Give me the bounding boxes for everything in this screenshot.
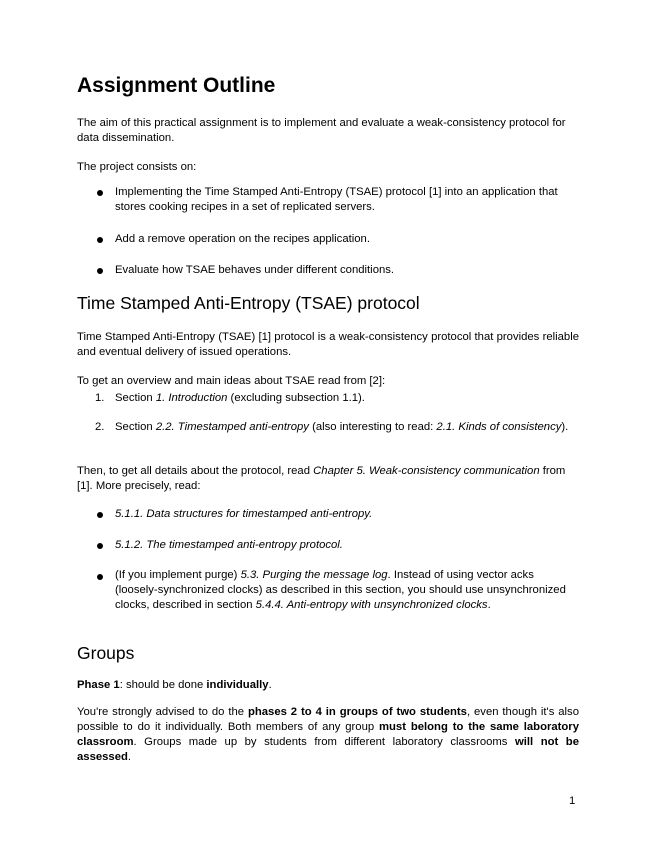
tsae-overview-intro: To get an overview and main ideas about TSAE read from [2]: — [77, 375, 386, 387]
reading-item: 5.1.2. The timestamped anti-entropy protocol. — [115, 539, 343, 551]
project-item: Add a remove operation on the recipes application. — [115, 233, 370, 245]
numbered-item: Section 1. Introduction (excluding subsection 1.1). — [115, 392, 365, 404]
section-heading-tsae: Time Stamped Anti-Entropy (TSAE) protocol — [77, 293, 420, 313]
bullet-icon — [97, 512, 103, 518]
project-item: Implementing the Time Stamped Anti-Entropy (TSAE) protocol [1] into an application that stores cooking recipes in a set of replicated servers. — [115, 186, 558, 213]
bullet-icon — [97, 268, 103, 274]
tsae-description: Time Stamped Anti-Entropy (TSAE) [1] protocol is a weak-consistency protocol that provides reliable and eventual delivery of issued operations. — [77, 331, 579, 358]
section-heading-groups: Groups — [77, 643, 135, 663]
reading-item: 5.1.1. Data structures for timestamped anti-entropy. — [115, 508, 373, 520]
reading-item: (If you implement purge) 5.3. Purging the message log. Instead of using vector acks (loosely-synchronized clocks) as described in this section, you should use unsynchronized clocks, described in section 5.4.4. Anti-entropy with unsynchronized clocks. — [115, 569, 566, 611]
numbered-item: Section 2.2. Timestamped anti-entropy (also interesting to read: 2.1. Kinds of consistency). — [115, 421, 569, 433]
intro-paragraph: The aim of this practical assignment is to implement and evaluate a weak-consistency protocol for data dissemination. — [77, 117, 566, 144]
list-number: 2. — [95, 421, 105, 433]
project-item: Evaluate how TSAE behaves under different conditions. — [115, 264, 395, 276]
page-title: Assignment Outline — [77, 74, 276, 97]
phase-paragraph: Phase 1: should be done individually. — [77, 679, 272, 691]
bullet-icon — [97, 543, 103, 549]
page-number: 1 — [569, 795, 576, 807]
groups-advice-paragraph: You're strongly advised to do the phases 2 to 4 in groups of two students, even though it's also possible to do it individually. Both members of any group must belong to the same laboratory classroom. Groups made up by students from different laboratory classrooms will not be assessed. — [77, 706, 579, 763]
bullet-icon — [97, 237, 103, 243]
bullet-icon — [97, 574, 103, 580]
project-intro: The project consists on: — [77, 161, 197, 173]
bullet-icon — [97, 190, 103, 196]
tsae-details-paragraph: Then, to get all details about the protocol, read Chapter 5. Weak-consistency communication from [1]. More precisely, read: — [77, 465, 566, 492]
list-number: 1. — [95, 392, 105, 404]
